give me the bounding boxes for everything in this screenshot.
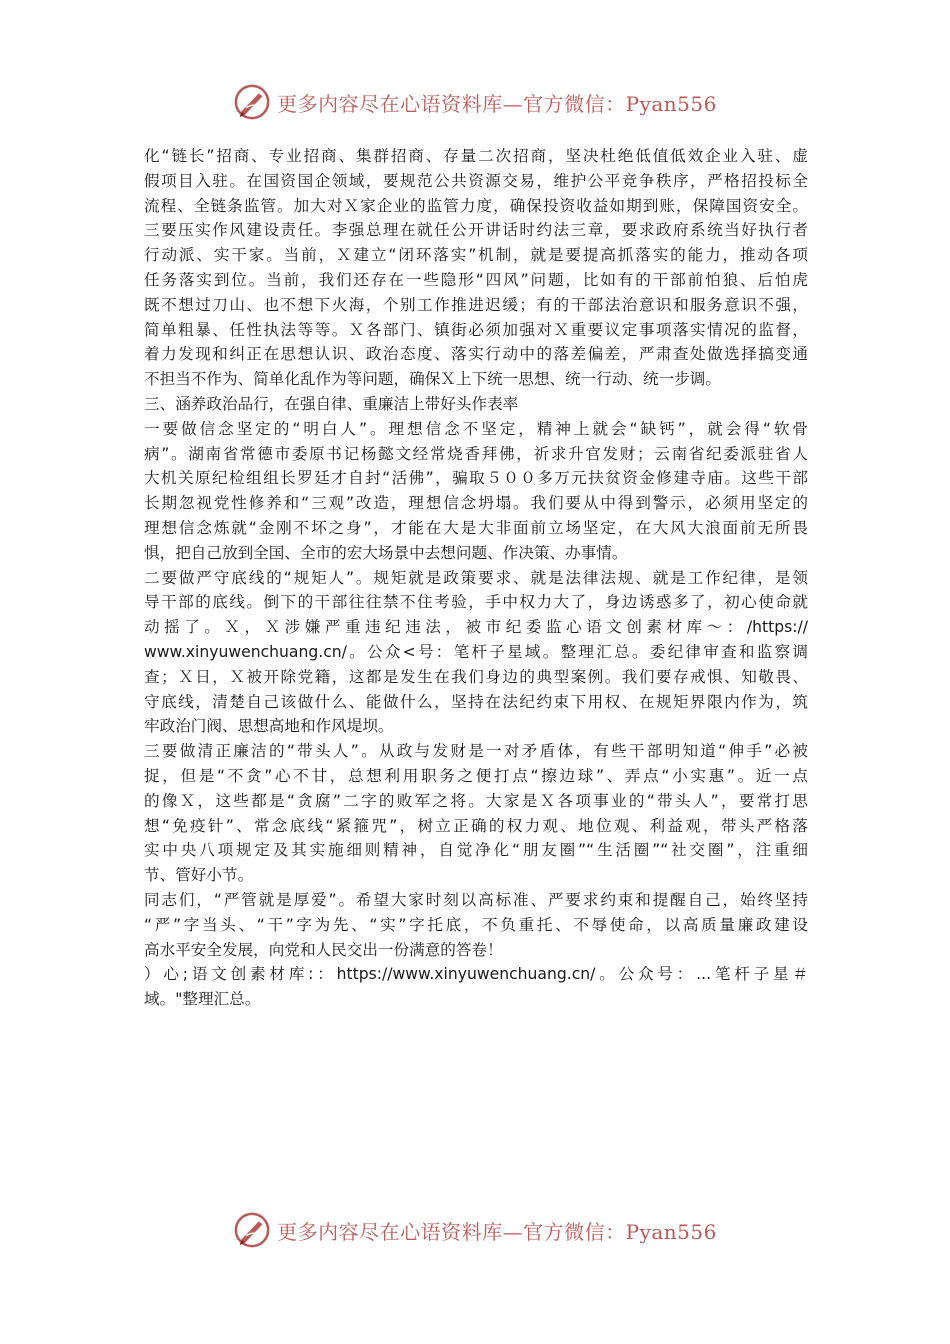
text-line: 假项目入驻。在国资国企领域，要规范公共资源交易，维护公平竞争秩序，严格招投标全 (144, 171, 808, 190)
text-line: 行动派、实干家。当前，Ｘ建立“闭环落实”机制，就是要提高抓落实的能力，推动各项 (144, 246, 808, 265)
text-line: 不担当不作为、简单化乱作为等问题，确保Ｘ上下统一思想、统一行动、统一步调。 (144, 370, 721, 389)
text-line: 病”。湖南省常德市委原书记杨懿文经常烧香拜佛，祈求升官发财；云南省纪委派驻省人 (144, 444, 808, 463)
header-banner-text: 更多内容尽在心语资料库—官方微信：Pyan556 (277, 91, 717, 116)
text-line: 既不想过刀山、也不想下火海，个别工作推进迟缓；有的干部法治意识和服务意识不强， (144, 295, 808, 314)
text-line: 守底线，清楚自己该做什么、能做什么，坚持在法纪约束下用权、在规矩界限内作为，筑 (144, 692, 808, 711)
footer-banner-text: 更多内容尽在心语资料库—官方微信：Pyan556 (277, 1219, 717, 1244)
text-line: ）心;语文创素材库:：https://www.xinyuwenchuang.cn/。公众号：...笔杆子星＃ (144, 965, 808, 984)
text-line: 同志们，“严管就是厚爱”。希望大家时刻以高标准、严要求约束和提醒自己，始终坚持 (144, 890, 808, 909)
text-line: 动摇了。Ｘ，Ｘ涉嫌严重违纪违法，被市纪委监心语文创素材库～：/https:// (144, 618, 808, 637)
section-heading: 三、涵养政治品行，在强自律、重廉洁上带好头作表率 (144, 394, 519, 413)
document-body (144, 144, 808, 1012)
header-banner (0, 80, 950, 124)
text-line: 二要做严守底线的“规矩人”。规矩就是政策要求、就是法律法规、就是工作纪律，是领 (144, 568, 808, 587)
text-line: 一要做信念坚定的“明白人”。理想信念不坚定，精神上就会“缺钙”，就会得“软骨 (144, 419, 808, 438)
text-line: 流程、全链条监管。加大对Ｘ家企业的监管力度，确保投资收益如期到账，保障国资安全。 (144, 196, 808, 215)
text-line: 惧，把自己放到全国、全市的宏大场景中去想问题、作决策、办事情。 (144, 543, 628, 562)
text-line: 高水平安全发展，向党和人民交出一份满意的答卷！ (144, 940, 503, 959)
text-line: 大机关原纪检组组长罗廷才自封“活佛”，骗取５００多万元扶贫资金修建寺庙。这些干部 (144, 469, 808, 488)
text-line: 化“链长”招商、专业招商、集群招商、存量二次招商，坚决杜绝低值低效企业入驻、虚 (144, 147, 808, 165)
text-line: 节、管好小节。 (144, 866, 254, 885)
text-line: 任务落实到位。当前，我们还存在一些隐形“四风”问题，比如有的干部前怕狼、后怕虎 (144, 270, 808, 289)
text-line: 实中央八项规定及其实施细则精神，自觉净化“朋友圈”“生活圈”“社交圈”，注重细 (144, 841, 808, 860)
footer-banner (0, 1208, 950, 1252)
text-line: 捉，但是“不贪”心不甘，总想利用职务之便打点“擦边球”、弄点“小实惠”。近一点 (144, 766, 808, 785)
text-line: 查；Ｘ日，Ｘ被开除党籍，这都是发生在我们身边的典型案例。我们要存戒惧、知敬畏、 (144, 667, 808, 686)
text-line: 导干部的底线。倒下的干部往往禁不住考验，手中权力大了，身边诱惑多了，初心使命就 (144, 593, 808, 612)
text-line: 域。"整理汇总。 (144, 990, 261, 1009)
text-line: 三要压实作风建设责任。李强总理在就任公开讲话时约法三章，要求政府系统当好执行者 (144, 221, 808, 240)
pen-logo-icon (233, 1211, 271, 1249)
text-line: 想“免疫针”、常念底线“紧箍咒”，树立正确的权力观、地位观、利益观，带头严格落 (144, 816, 808, 835)
text-line: 牢政治门阀、思想高地和作风堤坝。 (144, 717, 394, 736)
text-line: 理想信念炼就“金刚不坏之身”，才能在大是大非面前立场坚定，在大风大浪面前无所畏 (144, 518, 808, 537)
pen-logo-icon (233, 83, 271, 121)
text-line: 长期忽视党性修养和“三观”改造，理想信念坍塌。我们要从中得到警示，必须用坚定的 (144, 494, 808, 513)
text-line: www.xinyuwenchuang.cn/。公众<号：笔杆子星域。整理汇总。委纪律审查和监察调 (144, 642, 808, 661)
text-line: 的像Ｘ，这些都是“贪腐”二字的败军之将。大家是Ｘ各项事业的“带头人”，要常打思 (144, 791, 808, 810)
text-line: “严”字当头、“干”字为先、“实”字托底，不负重托、不辱使命，以高质量廉政建设 (144, 915, 808, 934)
text-line: 着力发现和纠正在思想认识、政治态度、落实行动中的落差偏差，严肃查处做选择搞变通 (144, 345, 808, 364)
text-line: 简单粗暴、任性执法等等。Ｘ各部门、镇街必须加强对Ｘ重要议定事项落实情况的监督， (144, 320, 808, 339)
text-line: 三要做清正廉洁的“带头人”。从政与发财是一对矛盾体，有些干部明知道“伸手”必被 (144, 742, 808, 761)
